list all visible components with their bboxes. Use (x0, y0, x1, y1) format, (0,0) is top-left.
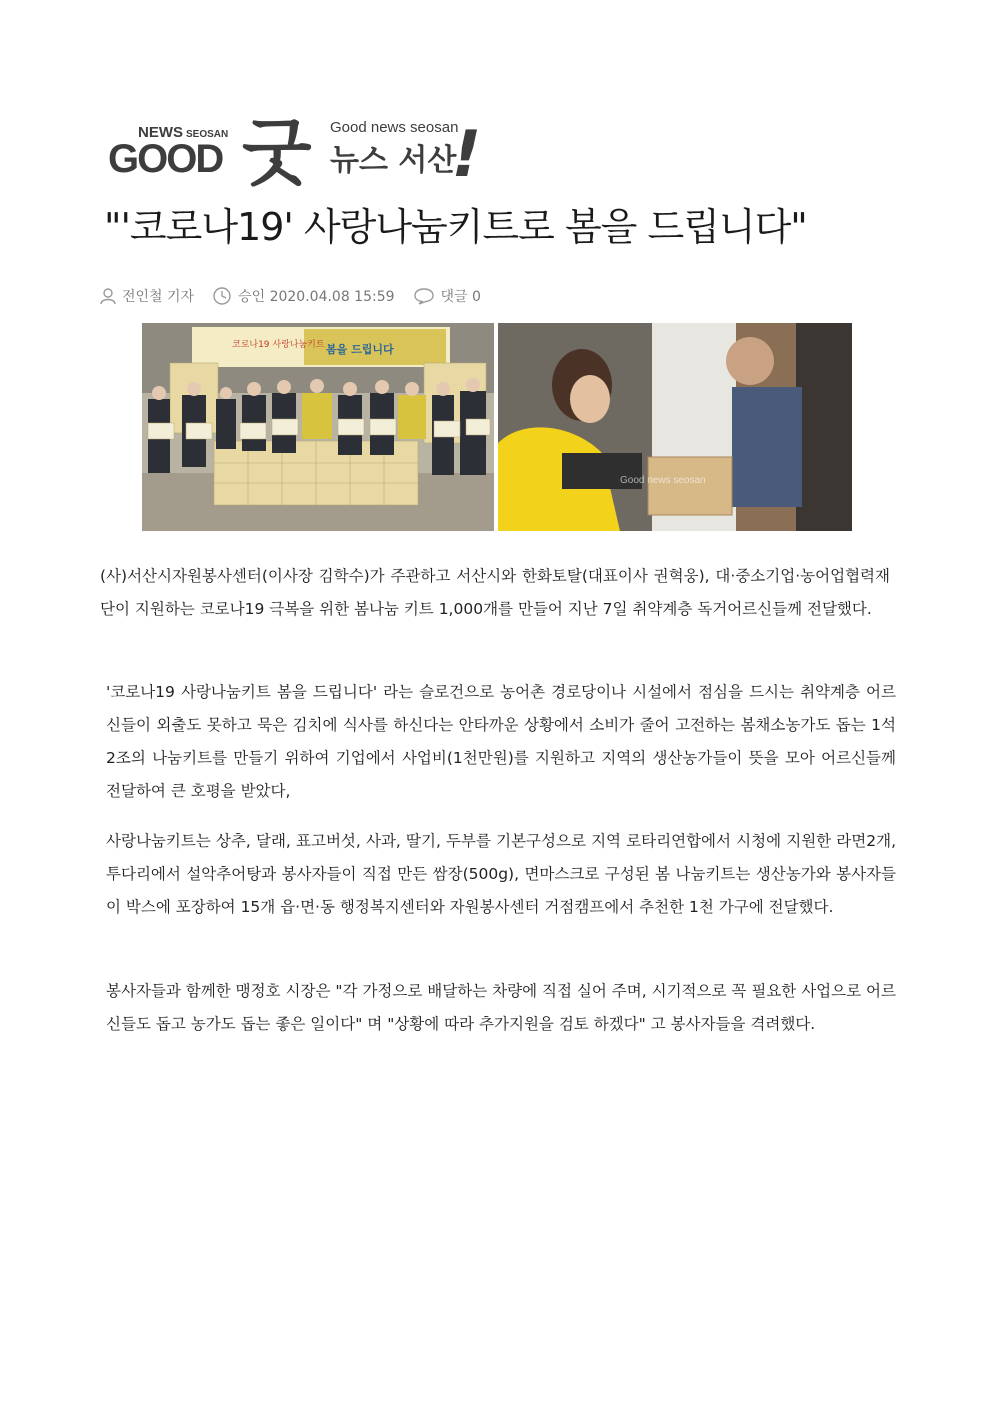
approved-meta (212, 286, 394, 306)
logo-tagline: Good news seosan (330, 119, 459, 136)
author-meta (100, 286, 194, 306)
comment-icon (413, 287, 435, 305)
comment-count[interactable]: 댓글 0 (440, 289, 481, 305)
group-photo (142, 323, 494, 531)
banner-right-text: 봄을 드립니다 (326, 343, 394, 356)
site-logo[interactable] (108, 100, 500, 192)
logo-korean-name: 뉴스 서산 (330, 143, 457, 178)
approved-time: 승인 2020.04.08 15:59 (238, 289, 395, 305)
logo-good-text: GOOD (108, 137, 223, 181)
comments-meta[interactable] (413, 286, 481, 306)
logo-news-text: NEWS (138, 124, 183, 141)
article-paragraph-1: (사)서산시자원봉사센터(이사장 김학수)가 주관하고 서산시와 한화토탈(대표이사 권혁웅), 대·중소기업·농어업협력재단이 지원하는 코로나19 극복을 위한 봄나눔 키트 1,000개를 만들어 지난 7일 취약계층 독거어르신들께 전달했다. (100, 567, 890, 618)
article-title: "'코로나19' 사랑나눔키트로 봄을 드립니다" (104, 205, 807, 249)
clock-icon (212, 286, 232, 306)
logo-hangul-mark: 굿 (242, 111, 312, 192)
article-paragraph-3: 사랑나눔키트는 상추, 달래, 표고버섯, 사과, 딸기, 두부를 기본구성으로 지역 로타리연합에서 시청에 지원한 라면2개, 투다리에서 설악추어탕과 봉사자들이 직접 만든 쌈장(500g), 면마스크로 구성된 봄 나눔키트는 생산농가와 봉사자들이 박스에 포장하여 15개 읍·면·동 행정복지센터와 자원봉사센터 거점캠프에서 추천한 1천 가구에 전달했다. (106, 832, 896, 916)
person-icon (100, 287, 116, 305)
logo-exclaim: ! (443, 117, 489, 192)
article-paragraph-2: '코로나19 사랑나눔키트 봄을 드립니다' 라는 슬로건으로 농어촌 경로당이나 시설에서 점심을 드시는 취약계층 어르신들이 외출도 못하고 묵은 김치에 식사를 하신다는 안타까운 상황에서 소비가 줄어 고전하는 봄채소농가도 돕는 1석2조의 나눔키트를 만들기 위하여 기업에서 사업비(1천만원)를 지원하고 지역의 생산농가들이 뜻을 모아 어르신들께 전달하여 큰 호평을 받았다, (106, 683, 896, 800)
banner-text: 코로나19 사랑나눔키트 (232, 340, 325, 350)
photo-watermark: Good news seosan (620, 475, 706, 486)
handover-photo (498, 323, 852, 531)
article-meta (100, 285, 499, 307)
author-name: 전인철 기자 (122, 289, 195, 305)
logo-seosan-text: SEOSAN (186, 129, 229, 140)
article-photo (142, 323, 852, 531)
article-paragraph-4: 봉사자들과 함께한 맹정호 시장은 "각 가정으로 배달하는 차량에 직접 실어 주며, 시기적으로 꼭 필요한 사업으로 어르신들도 돕고 농가도 돕는 좋은 일이다" 며 "상황에 따라 추가지원을 검토 하겠다" 고 봉사자들을 격려했다. (106, 982, 896, 1033)
